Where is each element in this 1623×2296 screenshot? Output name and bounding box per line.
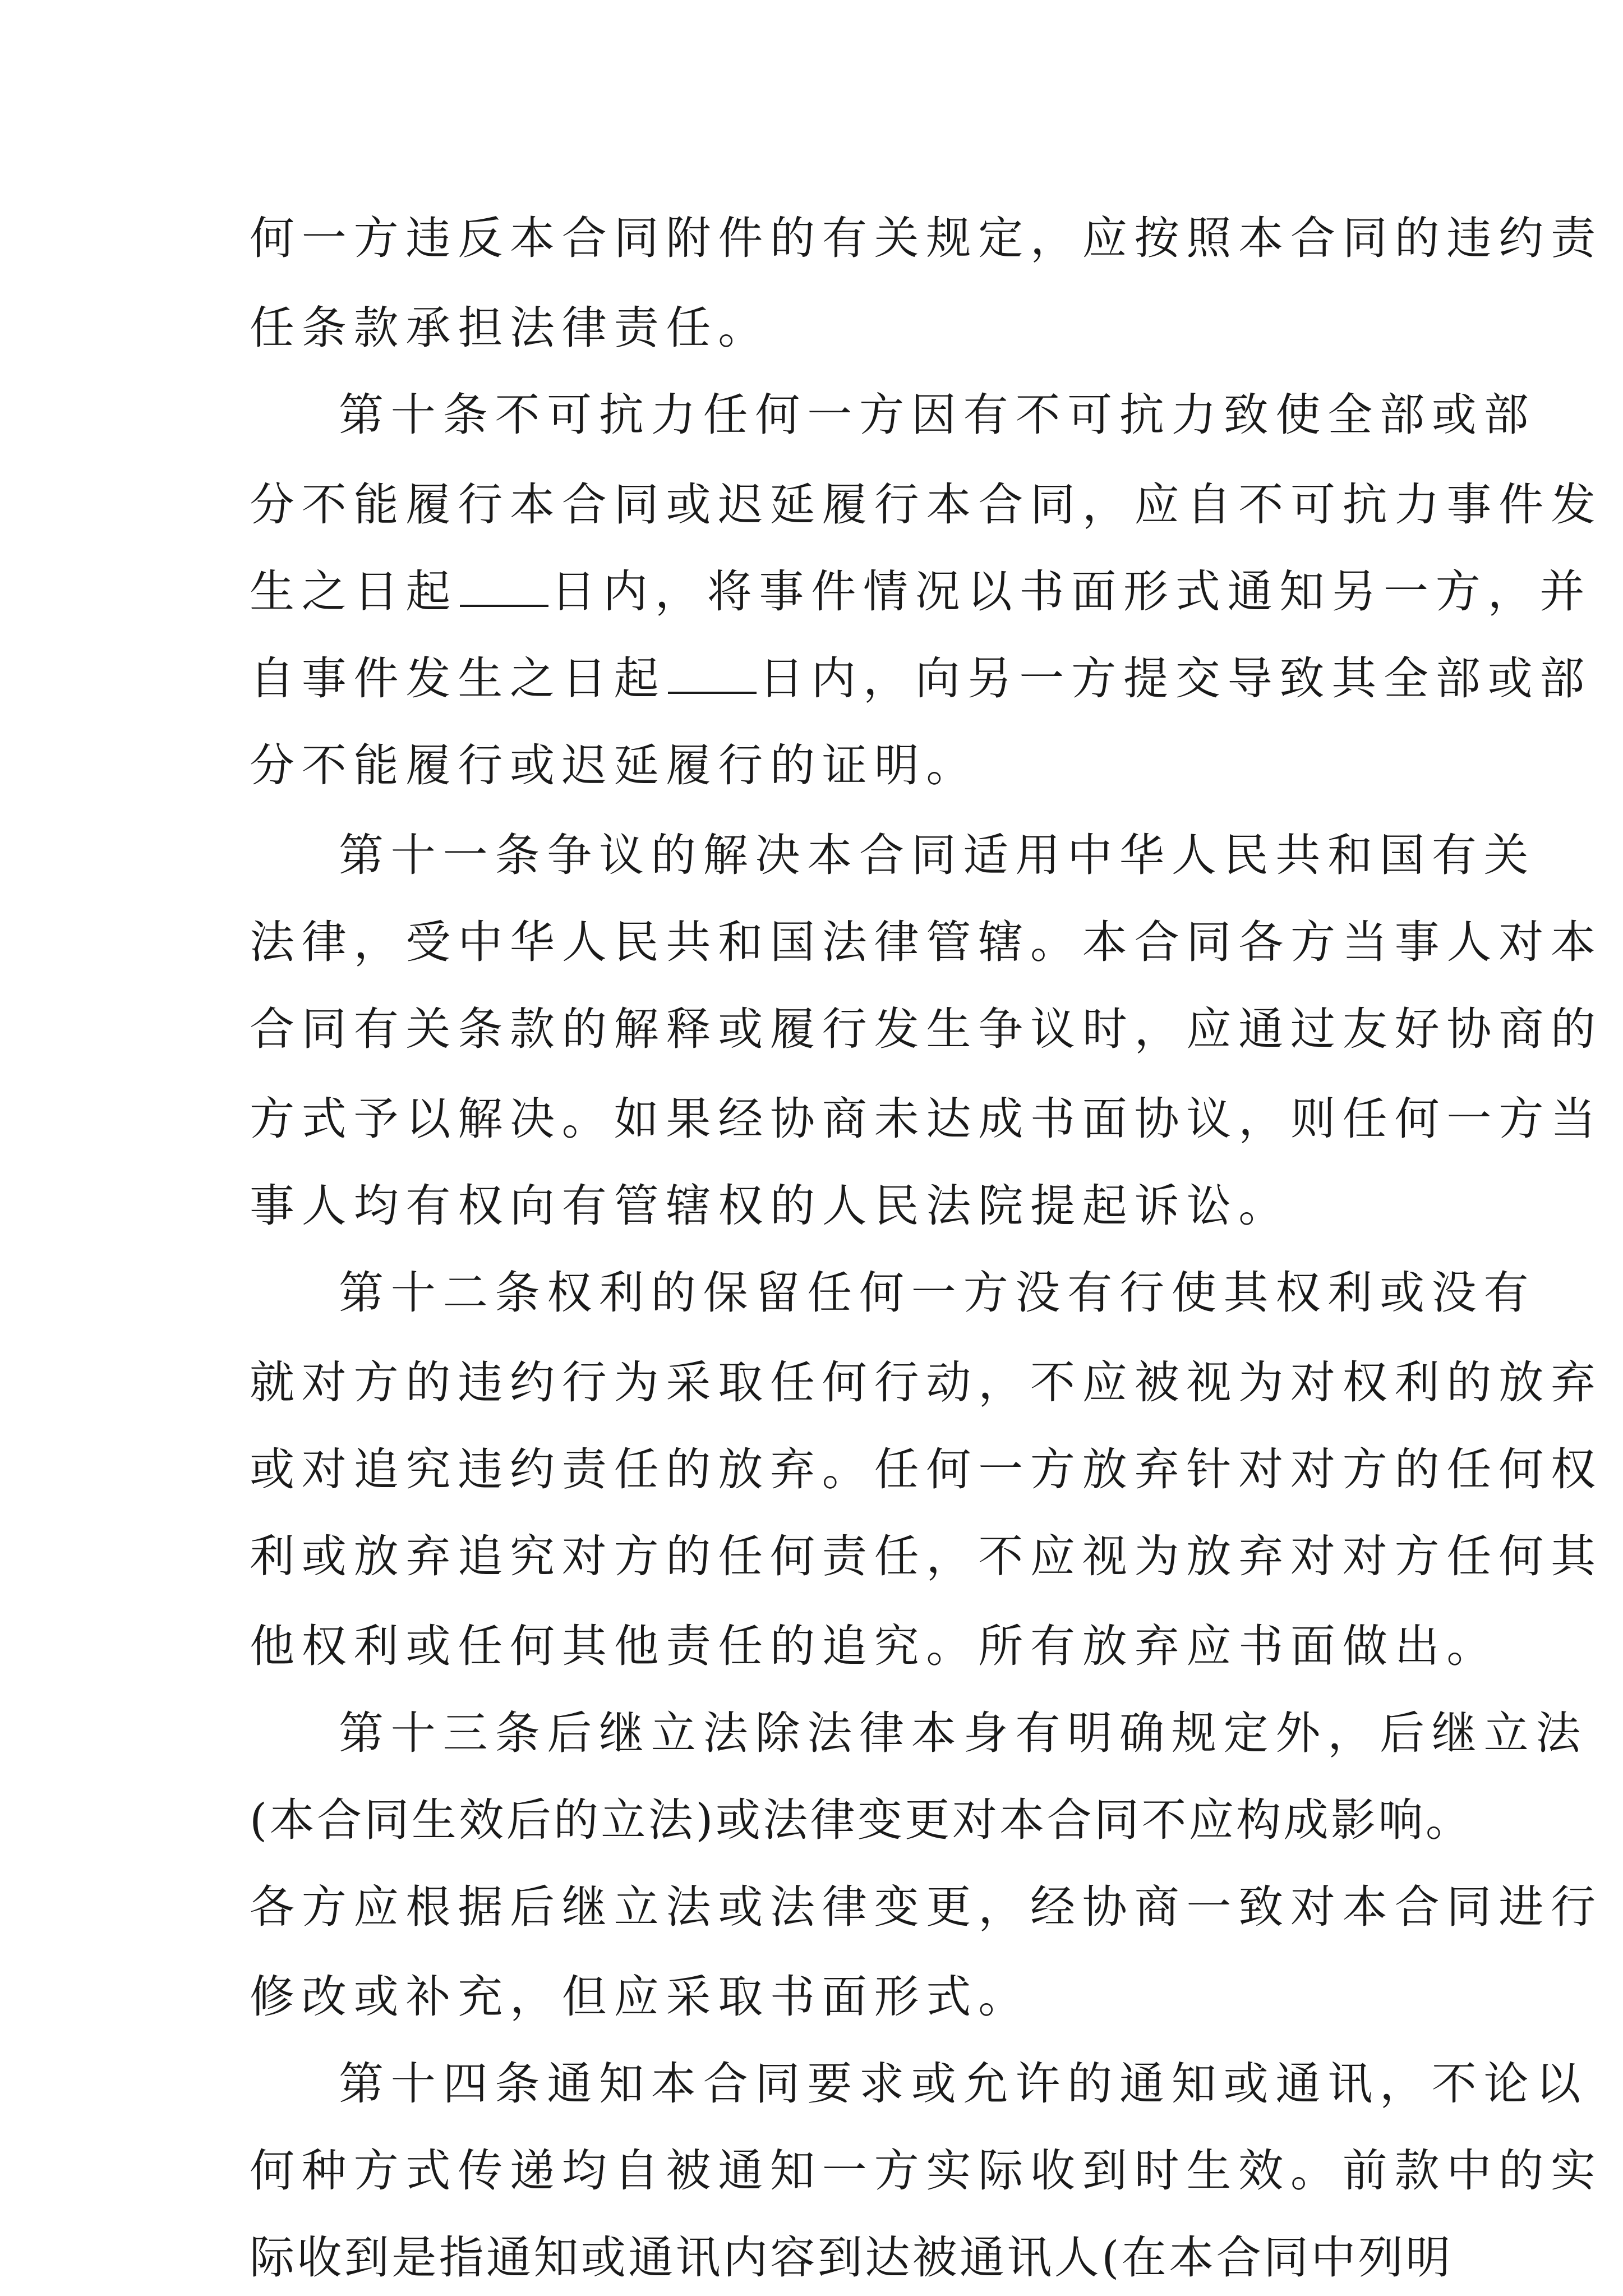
text-line: 任条款承担法律责任。	[250, 302, 770, 354]
text-line: 何种方式传递均自被通知一方实际收到时生效。前款中的实	[250, 2145, 1603, 2197]
article-13-heading-line: 第十三条后继立法除法律本身有明确规定外，后继立法	[339, 1707, 1588, 1759]
text-segment: 日内，将事件情况以书面形式通知另一方，并	[551, 565, 1592, 618]
article-12-heading-line: 第十二条权利的保留任何一方没有行使其权利或没有	[339, 1267, 1536, 1319]
text-line: 事人均有权向有管辖权的人民法院提起诉讼。	[250, 1180, 1290, 1232]
article-10-heading-line: 第十条不可抗力任何一方因有不可抗力致使全部或部	[339, 389, 1536, 441]
text-line: 各方应根据后继立法或法律变更，经协商一致对本合同进行	[250, 1881, 1603, 1933]
text-line: 修改或补充，但应采取书面形式。	[250, 1971, 1030, 2023]
text-segment: 自事件发生之日起	[250, 652, 666, 705]
text-segment: 日内，向另一方提交导致其全部或部	[759, 652, 1592, 705]
text-segment: 生之日起	[250, 565, 458, 618]
article-11-heading-line: 第十一条争议的解决本合同适用中华人民共和国有关	[339, 829, 1536, 881]
fill-in-blank	[460, 565, 548, 607]
text-line: 合同有关条款的解释或履行发生争议时，应通过友好协商的	[250, 1003, 1603, 1055]
article-14-heading-line: 第十四条通知本合同要求或允许的通知或通讯，不论以	[339, 2058, 1588, 2110]
text-line: 就对方的违约行为采取任何行动，不应被视为对权利的放弃	[250, 1356, 1603, 1409]
text-line: 利或放弃追究对方的任何责任，不应视为放弃对对方任何其	[250, 1530, 1603, 1582]
text-line: 分不能履行本合同或迟延履行本合同，应自不可抗力事件发	[250, 478, 1603, 531]
text-line	[250, 651, 1592, 707]
text-line: 或对追究违约责任的放弃。任何一方放弃针对对方的任何权	[250, 1443, 1603, 1496]
text-line	[250, 564, 1592, 620]
text-line: (本合同生效后的立法)或法律变更对本合同不应构成影响。	[250, 1794, 1473, 1846]
text-line: 方式予以解决。如果经协商未达成书面协议，则任何一方当	[250, 1093, 1603, 1145]
text-line: 法律，受中华人民共和国法律管辖。本合同各方当事人对本	[250, 916, 1603, 968]
text-line: 际收到是指通知或通讯内容到达被通讯人(在本合同中列明	[250, 2231, 1453, 2284]
text-line: 他权利或任何其他责任的追究。所有放弃应书面做出。	[250, 1620, 1499, 1672]
text-line: 分不能履行或迟延履行的证明。	[250, 739, 979, 792]
fill-in-blank	[668, 652, 757, 694]
text-line: 何一方违反本合同附件的有关规定，应按照本合同的违约责	[250, 212, 1603, 264]
